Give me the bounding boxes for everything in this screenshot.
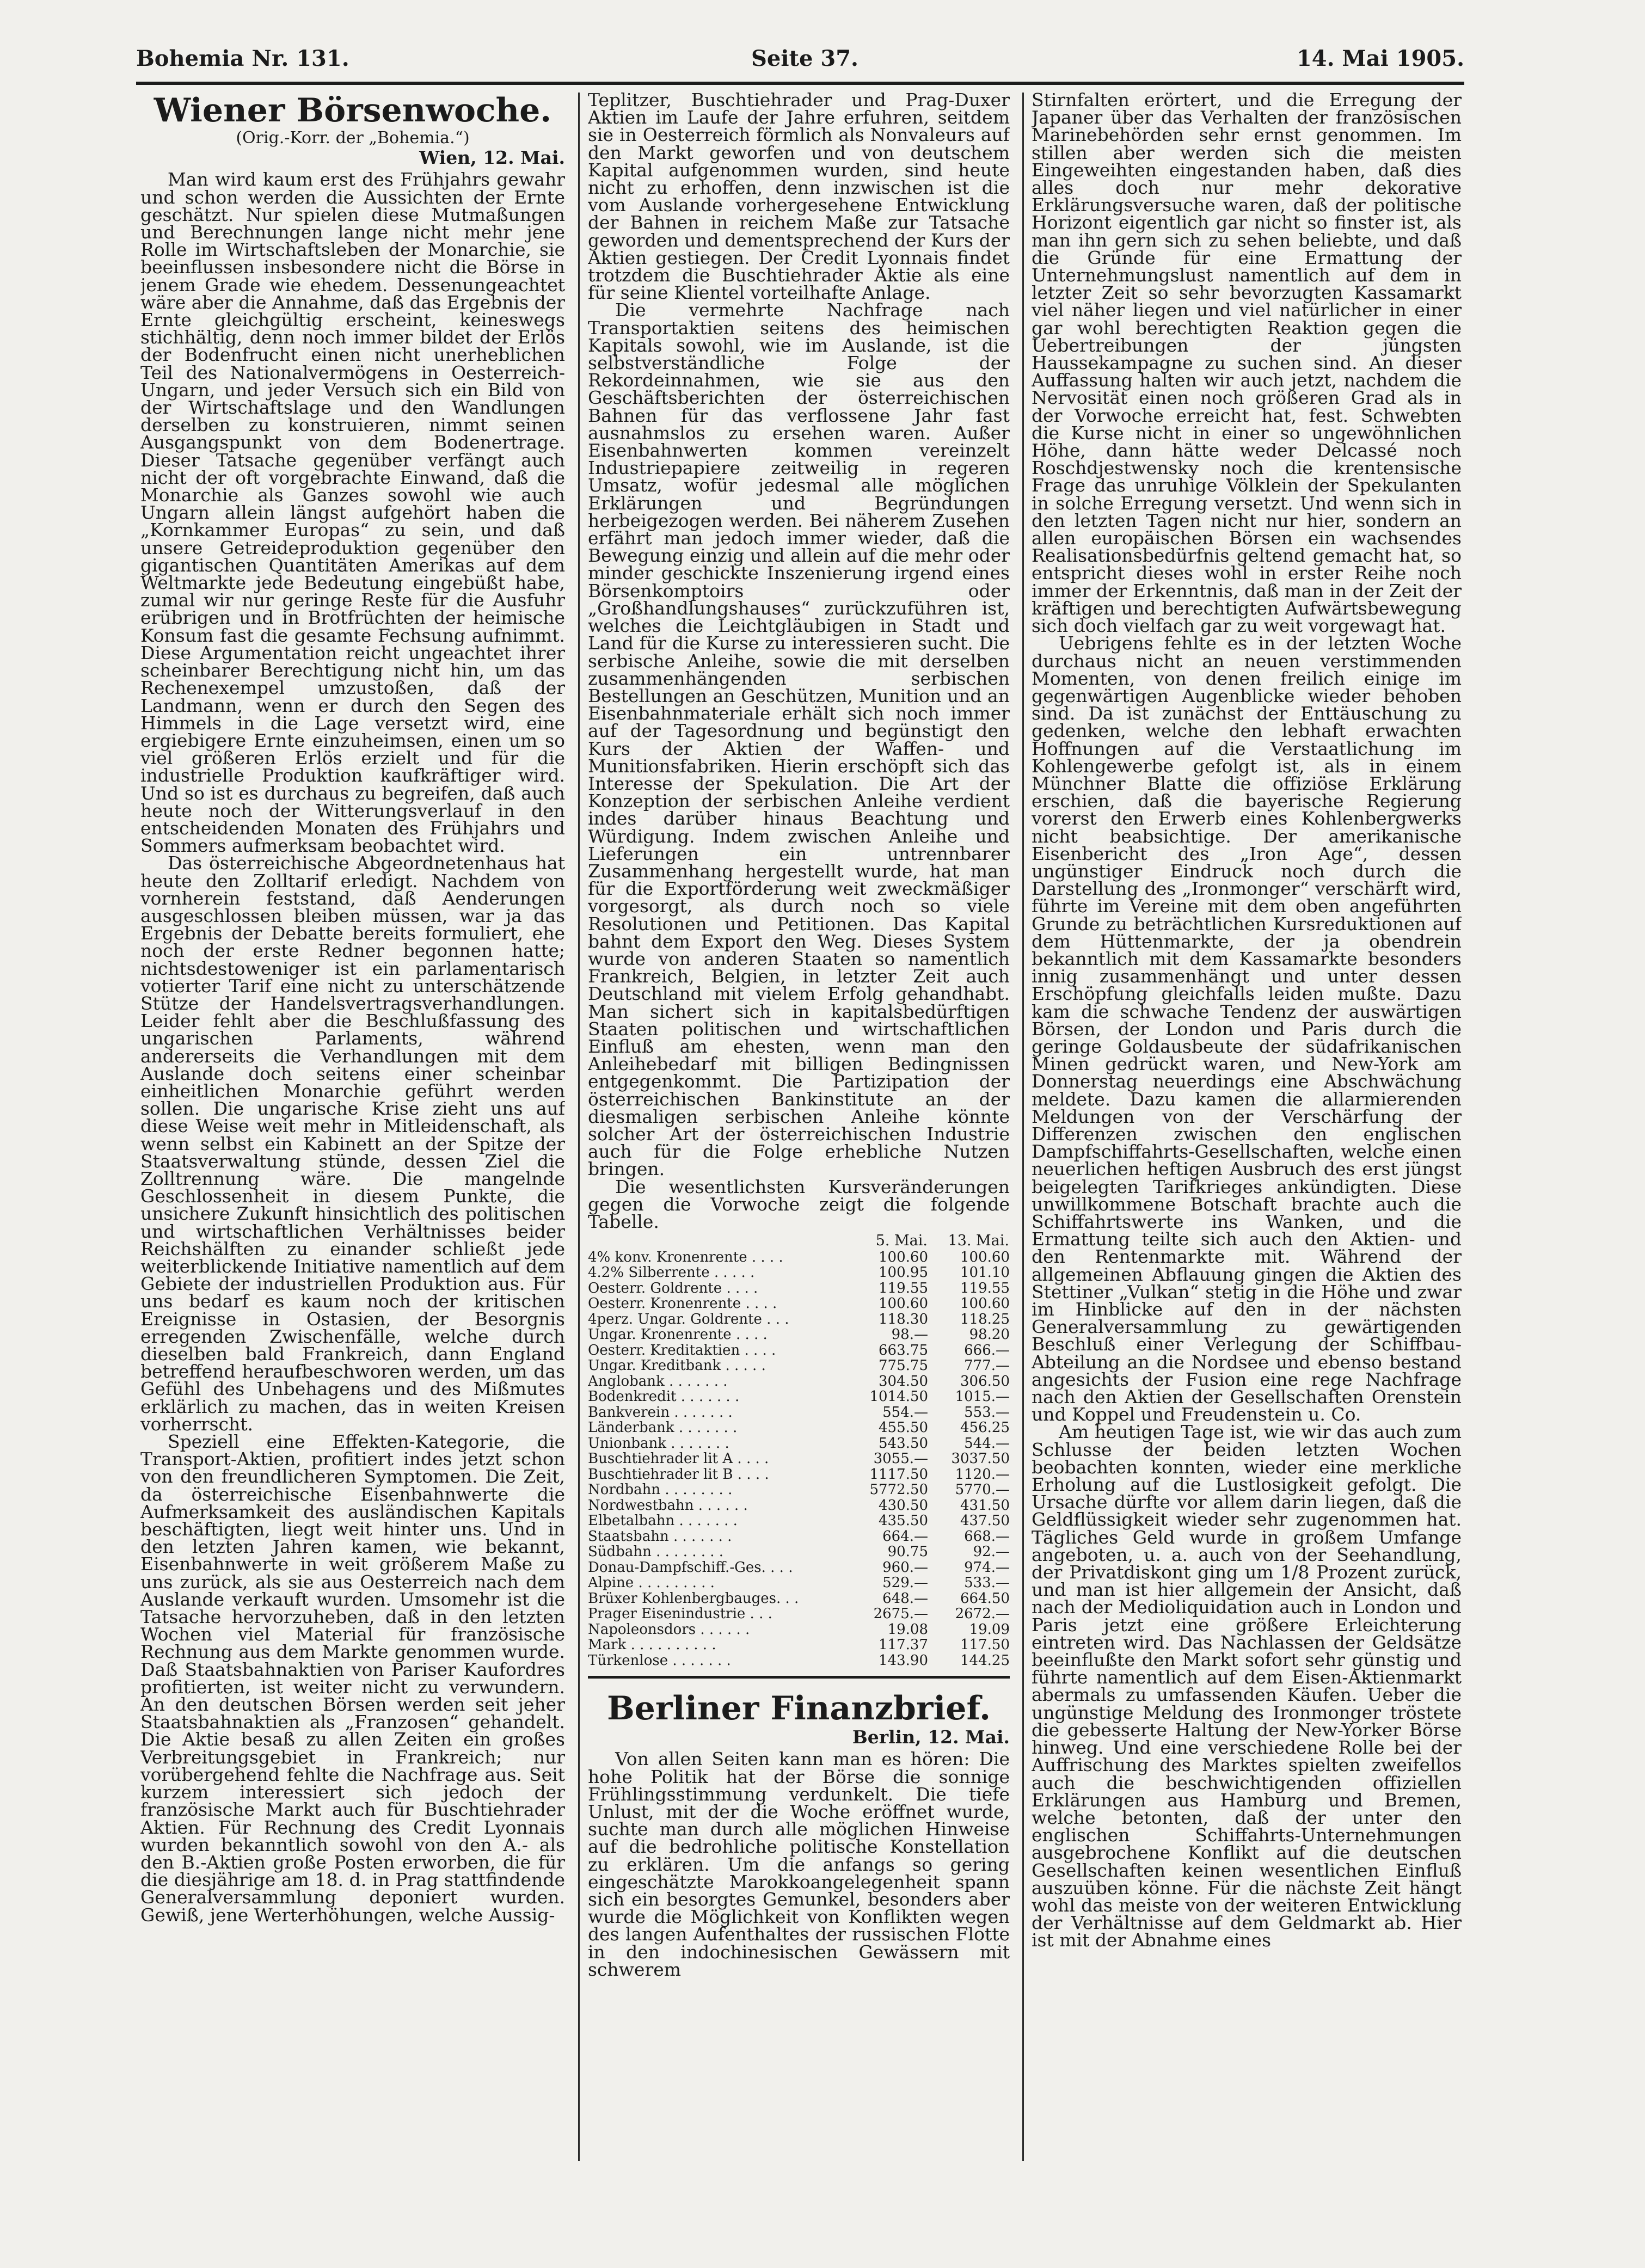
rate-may-5: 2675.— [873, 1606, 928, 1622]
rate-may-13: 664.50 [960, 1590, 1010, 1607]
article-paragraph: Die wesentlichsten Kursveränderungen gegen die Vorwoche zeigt die folgende Tabelle. [588, 1176, 1010, 1232]
table-row [588, 1451, 1010, 1467]
header-page-number: Seite 37. [751, 46, 858, 71]
header-rule [136, 82, 1464, 85]
exchange-rate-table [588, 1233, 1010, 1668]
rate-may-13: 98.20 [969, 1326, 1010, 1343]
rate-may-5: 554.— [882, 1404, 928, 1421]
rate-name: Unionbank . . . . . . . [588, 1435, 729, 1452]
rate-may-5: 664.— [882, 1528, 928, 1545]
table-row [588, 1250, 1010, 1265]
table-row [588, 1467, 1010, 1483]
rate-may-13: 553.— [964, 1404, 1010, 1421]
rate-name: Buschtiehrader lit B . . . . [588, 1466, 769, 1483]
article-headline: Wiener Börsenwoche. [154, 91, 552, 130]
article-dateline-berlin: Berlin, 12. Mai. [852, 1726, 1010, 1748]
rate-name: Türkenlose . . . . . . . [588, 1652, 731, 1669]
table-row [588, 1498, 1010, 1514]
table-row [588, 1436, 1010, 1452]
rate-may-13: 118.25 [960, 1311, 1010, 1327]
rate-may-13: 431.50 [960, 1497, 1010, 1514]
rate-name: Staatsbahn . . . . . . . [588, 1528, 732, 1545]
rate-may-5: 304.50 [879, 1373, 928, 1390]
rate-may-5: 648.— [882, 1590, 928, 1607]
rate-name: Oesterr. Kronenrente . . . . [588, 1295, 777, 1312]
rate-name: Prager Eisenindustrie . . . [588, 1606, 772, 1622]
rate-may-5: 1117.50 [869, 1466, 928, 1483]
rate-may-5: 100.95 [879, 1264, 928, 1281]
table-row [588, 1591, 1010, 1607]
rate-may-13: 533.— [964, 1575, 1010, 1591]
article-dateline: Wien, 12. Mai. [419, 147, 565, 169]
article-paragraph: Teplitzer, Buschtiehrader und Prag-Duxer Aktien im Laufe der Jahre erfuhren, seitdem sie in Oesterreich förmlich als Nonvaleurs auf den Markt geworfen und von deutschem Kapital aufgenommen wurden, sind heute nicht zu erhoffen, denn inzwischen ist die vom Auslande vorhergesehene Entwicklung der Bahnen in reichem Maße zur Tatsache geworden und dementsprechend der Kurs der Aktien gestiegen. Der Credit Lyonnais findet trotzdem die Buschtiehrader Aktie als eine für seine Klientel vorteilhafte Anlage. [588, 91, 1010, 304]
rate-may-5: 543.50 [879, 1435, 928, 1452]
table-row [588, 1374, 1010, 1390]
rate-name: 4.2% Silberrente . . . . . [588, 1264, 755, 1281]
rate-may-5: 529.— [882, 1575, 928, 1591]
article-paragraph: Das österreichische Abgeordnetenhaus hat heute den Zolltarif erledigt. Nachdem von vornherein feststand, daß Aenderungen ausgeschlossen bleiben müssen, war ja das Ergebnis der Debatte bereits formuliert, ehe noch der erste Redner begonnen hatte; nichtsdestoweniger ist ein parlamentarisch votierter Tarif eine nicht zu unterschätzende Stütze der Handelsvertragsverhandlungen. Leider fehlt aber die Beschlußfassung des ungarischen Parlaments, während andererseits die Verhandlungen mit dem Auslande doch seitens einer scheinbar einheitlichen Monarchie geführt werden sollen. Die ungarische Krise zieht uns auf diese Weise weit mehr in Mitleidenschaft, als wenn selbst ein Kabinett an der Spitze der Staatsverwaltung stünde, dessen Ziel die Zolltrennung wäre. Die mangelnde Geschlossenheit in diesem Punkte, die unsichere Zukunft hinsichtlich des politischen und wirtschaftlichen Verhältnisses beider Reichshälften zu einander schließt jede weiterblickende Initiative namentlich auf dem Gebiete der industriellen Produktion aus. Für uns bedarf es kaum noch der kritischen Ereignisse in Ostasien, der Besorgnis erregenden Zwischenfälle, welche durch dieselben bald Frankreich, dann England betreffend heraufbeschworen werden, um das Gefühl des Unbehagens und des Mißmutes erklärlich zu machen, das in weiten Kreisen vorherrscht. [140, 852, 565, 1435]
rate-may-5: 3055.— [873, 1450, 928, 1467]
rate-may-13: 306.50 [960, 1373, 1010, 1390]
rate-name: Anglobank . . . . . . . [588, 1373, 728, 1390]
article-paragraph: Man wird kaum erst des Frühjahrs gewahr und schon werden die Aussichten der Ernte geschätzt. Nur spielen diese Mutmaßungen und Berechnungen lange nicht mehr jene Rolle im Wirtschaftsleben der Monarchie, sie beeinflussen insbesondere nicht die Börse in jenem Grade wie ehedem. Dessenungeachtet wäre aber die Annahme, daß das Ergebnis der Ernte gleichgültig erscheint, keineswegs stichhältig, denn noch immer bildet der Erlös der Bodenfrucht einen nicht unerheblichen Teil des Nationalvermögens in Oesterreich-Ungarn, und jeder Versuch sich ein Bild von der Wirtschaftslage und den Wandlungen derselben zu konstruieren, nimmt seinen Ausgangspunkt von dem Bodenertrage. Dieser Tatsache gegenüber verfängt auch nicht der oft vorgebrachte Einwand, daß die Monarchie als Ganzes sowohl wie auch Ungarn allein längst aufgehört haben die „Kornkammer Europas“ zu sein, und daß unsere Getreideproduktion gegenüber den gigantischen Quantitäten Amerikas auf dem Weltmarkte jede Bedeutung eingebüßt habe, zumal wir nur geringe Reste für die Ausfuhr erübrigen und in Brotfrüchten der heimische Konsum fast die gesamte Fechsung aufnimmt. Diese Argumentation reicht ungeachtet ihrer scheinbarer Berechtigung nicht hin, um das Rechenexempel umzustoßen, daß der Landmann, wenn er durch den Segen des Himmels in die Lage versetzt wird, eine ergiebigere Ernte einzuheimsen, einen um so viel größeren Erlös erzielt und für die industrielle Produktion kaufkräftiger wird. Und so ist es durchaus zu begreifen, daß auch heute noch der Witterungsverlauf in den entscheidenden Monaten des Frühjahrs und Sommers aufmerksam beobachtet wird. [140, 169, 565, 857]
table-row [588, 1343, 1010, 1359]
table-row [588, 1482, 1010, 1498]
section-rule [588, 1676, 1010, 1679]
rate-may-5: 663.75 [879, 1342, 928, 1359]
table-row [588, 1265, 1010, 1281]
rate-may-13: 456.25 [960, 1419, 1010, 1436]
column-3 [1032, 91, 1462, 2149]
rate-may-13: 19.09 [969, 1621, 1010, 1638]
rate-may-5: 119.55 [879, 1280, 928, 1296]
rate-may-5: 1014.50 [869, 1388, 928, 1405]
table-row [588, 1405, 1010, 1421]
article-byline: (Orig.-Korr. der „Bohemia.“) [236, 128, 470, 147]
rate-may-5: 19.08 [887, 1621, 928, 1638]
article-paragraph: Die vermehrte Nachfrage nach Transportaktien seitens des heimischen Kapitals sowohl, wie im Auslande, ist die selbstverständliche Folge der Rekordeinnahmen, wie sie aus den Geschäftsberichten der österreichischen Bahnen für das verflossene Jahr fast ausnahmslos zu ersehen waren. Außer Eisenbahnwerten kommen vereinzelt Industriepapiere zeitweilig in regeren Umsatz, wofür jedesmal alle möglichen Erklärungen und Begründungen herbeigezogen werden. Bei näherem Zusehen erfährt man jedoch immer wieder, daß die Bewegung einzig und allein auf die mehr oder minder geschickte Inszenierung irgend eines Börsenkomptoirs oder „Großhandlungshauses“ zurückzuführen ist, welches die Leichtgläubigen in Stadt und Land für die Kurse zu interessieren sucht. Die serbische Anleihe, sowie die mit derselben zusammenhängenden serbischen Bestellungen an Geschützen, Munition und an Eisenbahnmateriale erhält sich noch immer auf der Tagesordnung und begünstigt den Kurs der Aktien der Waffen- und Munitionsfabriken. Hierin erschöpft sich das Interesse der Spekulation. Die Art der Konzeption der serbischen Anleihe verdient indes darüber hinaus Beachtung und Würdigung. Indem zwischen Anleihe und Lieferungen ein untrennbarer Zusammenhang hergestellt wurde, hat man für die Exportförderung weit zweckmäßiger vorgesorgt, als durch noch so viele Resolutionen und Petitionen. Das Kapital bahnt dem Export den Weg. Dieses System wurde von anderen Staaten so namentlich Frankreich, Belgien, in letzter Zeit auch Deutschland mit vielem Erfolg gehandhabt. Man sichert sich in kapitalsbedürftigen Staaten politischen und wirtschaftlichen Einfluß am ehesten, wenn man den Anleihebedarf mit billigen Bedingnissen entgegenkommt. Die Partizipation der österreichischen Bankinstitute an der diesmaligen serbischen Anleihe könnte solcher Art der österreichischen Industrie auch für die Folge erhebliche Nutzen bringen. [588, 299, 1010, 1180]
rate-name: Ungar. Kronenrente . . . . [588, 1326, 768, 1343]
table-row [588, 1389, 1010, 1405]
rate-may-13: 5770.— [955, 1482, 1010, 1498]
rate-name: Südbahn . . . . . . . . [588, 1544, 724, 1560]
rate-name: Bankverein . . . . . . . [588, 1404, 733, 1421]
table-row [588, 1281, 1010, 1296]
rate-may-13: 1015.— [955, 1388, 1010, 1405]
rate-may-13: 144.25 [960, 1652, 1010, 1669]
rate-may-13: 92.— [973, 1544, 1010, 1560]
table-row [588, 1529, 1010, 1545]
column-divider-2 [1022, 93, 1024, 2161]
column-2 [588, 91, 1010, 2149]
rate-may-13: 2672.— [955, 1606, 1010, 1622]
rate-may-13: 1120.— [955, 1466, 1010, 1483]
rate-may-5: 430.50 [879, 1497, 928, 1514]
rate-may-5: 960.— [882, 1559, 928, 1576]
rate-name: Nordwestbahn . . . . . . [588, 1497, 748, 1514]
rate-may-5: 775.75 [879, 1357, 928, 1374]
rate-may-5: 5772.50 [869, 1482, 928, 1498]
rate-name: Oesterr. Kreditaktien . . . . [588, 1342, 776, 1359]
header-date: 14. Mai 1905. [1296, 46, 1464, 71]
rate-name: Alpine . . . . . . . . . [588, 1575, 715, 1591]
rate-may-13: 119.55 [960, 1280, 1010, 1296]
article-paragraph: Stirnfalten erörtert, und die Erregung der Japaner über das Verhalten der französischen Marinebehörden sehr ernst genommen. Im stillen aber werden sich die meisten Eingeweihten eingestanden haben, daß dies alles doch nur mehr dekorative Erklärungsversuche waren, daß der politische Horizont eigentlich gar nicht so finster ist, als man ihn gern sich zu sehen beliebte, und daß die Gründe für eine Ermattung der Unternehmungslust namentlich auf dem in letzter Zeit so sehr bevorzugten Kassamarkt viel näher liegen und viel natürlicher in einer gar wohl berechtigten Reaktion gegen die Uebertreibungen der jüngsten Haussekampagne zu suchen sind. An dieser Auffassung halten wir auch jetzt, nachdem die Nervosität einen noch größeren Grad als in der Vorwoche erreicht hat, fest. Schwebten die Kurse nicht in einer so ungewöhnlichen Höhe, dann hätte weder Delcassé noch Roschdjestwensky noch die krentensische Frage das unruhige Völklein der Spekulanten in solche Erregung versetzt. Und wenn sich in den letzten Tagen nicht nur hier, sondern an allen europäischen Börsen ein wachsendes Realisationsbedürfnis geltend gemacht hat, so entspricht dieses wohl in erster Reihe noch immer der Erkenntnis, daß man in der Zeit der kräftigen und berechtigten Aufwärtsbewegung sich doch vielfach gar zu weit vorgewagt hat. [1032, 91, 1462, 637]
table-row [588, 1575, 1010, 1591]
rate-name: Oesterr. Goldrente . . . . [588, 1280, 758, 1296]
rate-may-5: 100.60 [879, 1295, 928, 1312]
rate-may-13: 101.10 [960, 1264, 1010, 1281]
article-paragraph: Speziell eine Effekten-Kategorie, die Transport-Aktien, profitiert indes jetzt schon von den freundlicheren Symptomen. Die Zeit, da österreichische Eisenbahnwerte die Aufmerksamkeit des ausländischen Kapitals beschäftigten, liegt weit hinter uns. Und in den letzten Jahren kamen, wie bekannt, Eisenbahnwerte in weit größerem Maße zu uns zurück, als sie aus Oesterreich nach dem Auslande verkauft wurden. Umsomehr ist die Tatsache hervorzuheben, daß in den letzten Wochen viel Material für französische Rechnung aus dem Markte genommen wurde. Daß Staatsbahnaktien von Pariser Kaufordres profitierten, ist weiter nicht zu verwundern. An den deutschen Börsen werden seit jeher Staatsbahnaktien als „Franzosen“ gehandelt. Die Aktie besaß zu allen Zeiten ein großes Verbreitungsgebiet in Frankreich; nur vorübergehend fehlte die Nachfrage aus. Seit kurzem interessiert sich jedoch der französische Markt auch für Buschtiehrader Aktien. Für Rechnung des Credit Lyonnais wurden bekanntlich sowohl von den A.- als den B.-Aktien große Posten erworben, die für die diesjährige am 18. d. in Prag stattfindende Generalversammlung deponiert wurden. Gewiß, jene Werterhöhungen, welche Aussig- [140, 1431, 565, 1926]
rate-may-13: 117.50 [960, 1637, 1010, 1654]
rate-may-13: 3037.50 [951, 1450, 1010, 1467]
rate-name: Bodenkredit . . . . . . . [588, 1388, 740, 1405]
rate-may-13: 666.— [964, 1342, 1010, 1359]
table-row [588, 1420, 1010, 1436]
rate-may-5: 100.60 [879, 1249, 928, 1265]
table-row [588, 1560, 1010, 1576]
rate-name: Länderbank . . . . . . . [588, 1419, 738, 1436]
table-row [588, 1653, 1010, 1669]
table-header-row [588, 1233, 1010, 1250]
rate-may-5: 117.37 [879, 1637, 928, 1654]
rate-may-5: 90.75 [887, 1544, 928, 1560]
rate-name: Mark . . . . . . . . . . [588, 1637, 716, 1654]
rate-may-13: 668.— [964, 1528, 1010, 1545]
rate-name: Napoleonsdors . . . . . . [588, 1621, 750, 1638]
table-row [588, 1637, 1010, 1653]
article-paragraph: Uebrigens fehlte es in der letzten Woche durchaus nicht an neuen verstimmenden Momenten, von denen freilich einige im gegenwärtigen Augenblicke wieder behoben sind. Da ist zunächst der Enttäuschung zu gedenken, welche den lebhaft erwachten Hoffnungen auf die Verstaatlichung im Kohlengewerbe gefolgt ist, als in einem Münchner Blatte die offiziöse Erklärung erschien, daß die bayerische Regierung vorerst den Erwerb eines Kohlenbergwerks nicht beabsichtige. Der amerikanische Eisenbericht des „Iron Age“, dessen ungünstiger Eindruck noch durch die Darstellung des „Ironmonger“ verschärft wird, führte im Vereine mit dem oben angeführten Grunde zu beträchtlichen Kursreduktionen auf dem Hüttenmarkte, der ja obendrein bekanntlich mit dem Kassamarkte besonders innig zusammenhängt und unter dessen Erschöpfung gleichfalls leiden mußte. Dazu kam die schwache Tendenz der auswärtigen Börsen, der London und Paris durch die geringe Goldausbeute der südafrikanischen Minen gedrückt waren, und New-York am Donnerstag neuerdings eine Abschwächung meldete. Dazu kamen die allarmierenden Meldungen von der Verschärfung der Differenzen zwischen den englischen Dampfschiffahrts-Gesellschaften, welche einen neuerlichen heftigen Ausbruch des erst jüngst beigelegten Tarifkrieges ankündigten. Diese unwillkommene Botschaft brachte auch die Schiffahrtswerte ins Wanken, und die Ermattung teilte sich auch den Aktien- und den Rentenmarkte mit. Während der allgemeinen Abflauung gingen die Aktien des Stettiner „Vulkan“ stetig in die Höhe und zwar im Hinblicke auf den in der nächsten Generalversammlung zu gewärtigenden Beschluß einer Verlegung der Schiffbau-Abteilung an die Nordsee und ebenso bestand angesichts der Fusion eine rege Nachfrage nach den Aktien der Gesellschaften Orenstein und Koppel und Freudenstein u. Co. [1032, 632, 1462, 1425]
table-row [588, 1358, 1010, 1374]
header-issue: Bohemia Nr. 131. [136, 46, 349, 71]
article-headline-berlin: Berliner Finanzbrief. [606, 1689, 991, 1728]
rate-name: 4% konv. Kronenrente . . . . [588, 1249, 783, 1265]
table-row [588, 1296, 1010, 1312]
rate-may-5: 143.90 [879, 1652, 928, 1669]
column-header-may-13: 13. Mai. [948, 1232, 1009, 1250]
rate-may-13: 437.50 [960, 1513, 1010, 1529]
rate-may-13: 100.60 [960, 1295, 1010, 1312]
rate-name: Donau-Dampfschiff.-Ges. . . . [588, 1559, 793, 1576]
table-row [588, 1312, 1010, 1327]
column-header-may-5: 5. Mai. [875, 1232, 928, 1250]
article-paragraph: Von allen Seiten kann man es hören: Die hohe Politik hat der Börse die sonnige Frühlingsstimmung verdunkelt. Die tiefe Unlust, mit der die Woche eröffnet wurde, suchte man durch alle möglichen Hinweise auf die bedrohliche politische Konstellation zu erklären. Um die anfangs so gering eingeschätzte Marokkoangelegenheit spann sich ein besorgtes Gemunkel, besonders aber wurde die Möglichkeit von Konflikten wegen des langen Aufenthaltes der russischen Flotte in den indochinesischen Gewässern mit schwerem [588, 1748, 1010, 1980]
rate-name: Ungar. Kreditbank . . . . . [588, 1357, 766, 1374]
rate-name: Nordbahn . . . . . . . . [588, 1482, 733, 1498]
rate-may-5: 435.50 [879, 1513, 928, 1529]
table-row [588, 1513, 1010, 1529]
rate-name: Elbetalbahn . . . . . . . [588, 1513, 738, 1529]
page-header [136, 46, 1464, 78]
rate-may-13: 974.— [964, 1559, 1010, 1576]
rate-may-13: 100.60 [960, 1249, 1010, 1265]
rate-may-13: 777.— [964, 1357, 1010, 1374]
column-1 [140, 91, 565, 2149]
table-row [588, 1622, 1010, 1638]
rate-name: Brüxer Kohlenbergbauges. . . [588, 1590, 799, 1607]
rate-name: Buschtiehrader lit A . . . . [588, 1450, 769, 1467]
table-row [588, 1606, 1010, 1622]
rate-may-13: 544.— [964, 1435, 1010, 1452]
rate-may-5: 98.— [891, 1326, 928, 1343]
rate-may-5: 455.50 [879, 1419, 928, 1436]
column-divider-1 [578, 93, 580, 2161]
rate-name: 4perz. Ungar. Goldrente . . . [588, 1311, 789, 1327]
article-paragraph: Am heutigen Tage ist, wie wir das auch zum Schlusse der beiden letzten Wochen beobachten konnten, wieder eine merkliche Erholung auf die Lustlosigkeit gefolgt. Die Ursache dürfte vor allem darin liegen, daß die Geldflüssigkeit wieder sehr zugenommen hat. Tägliches Geld wurde in großem Umfange angeboten, u. a. auch von der Seehandlung, der Privatdiskont ging um 1/8 Prozent zurück, und man ist hier allgemein der Ansicht, daß nach der Medioliquidation auch in London und Paris jetzt eine größere Erleichterung eintreten wird. Das Nachlassen der Geldsätze beeinflußte den Markt sofort sehr günstig und führte namentlich auf dem Eisen-Aktienmarkt abermals zu umfassenden Käufen. Ueber die ungünstige Meldung des Ironmonger tröstete die gebesserte Haltung der New-Yorker Börse hinweg. Und eine verschiedene Rolle bei der Auffrischung des Marktes spielten zweifellos auch die beschwichtigenden offiziellen Erklärungen aus Hamburg und Bremen, welche betonten, daß der unter den englischen Schiffahrts-Unternehmungen ausgebrochene Konflikt auf die deutschen Gesellschaften keinen wesentlichen Einfluß auszuüben könne. Für die nächste Zeit hängt wohl das meiste von der weiteren Entwicklung der Verhältnisse auf dem Geldmarkt ab. Hier ist mit der Abnahme eines [1032, 1421, 1462, 1951]
rate-may-5: 118.30 [879, 1311, 928, 1327]
table-row [588, 1544, 1010, 1560]
table-row [588, 1327, 1010, 1343]
